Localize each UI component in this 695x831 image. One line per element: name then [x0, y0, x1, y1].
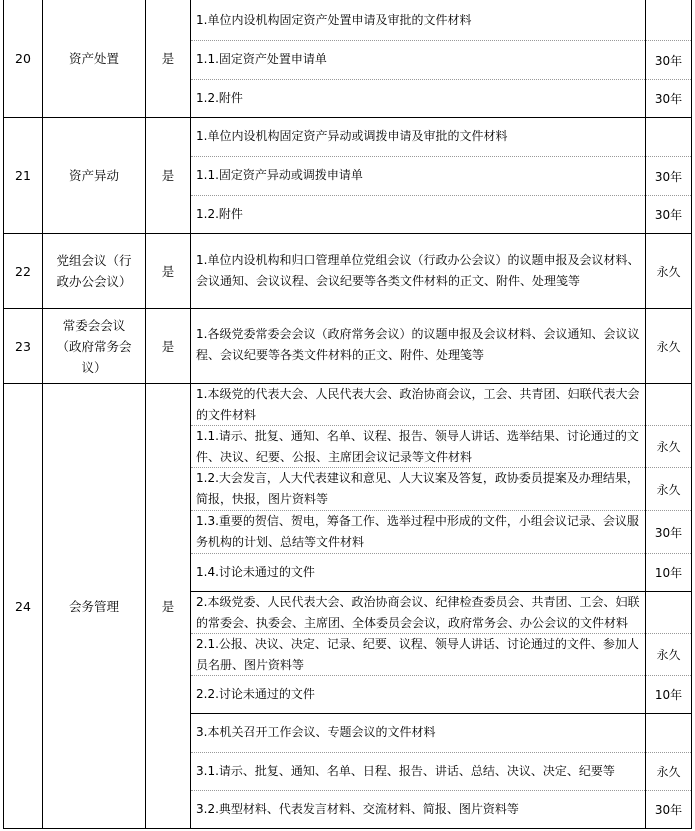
item-divider [191, 790, 645, 791]
category-name: 常委会会议（政府常务会议） [56, 317, 132, 375]
row-number: 22 [15, 263, 31, 279]
category-name: 党组会议（行政办公会议） [56, 253, 132, 289]
item-text: 1.4.讨论未通过的文件 [196, 565, 315, 579]
item-text: 1.3.重要的贺信、贺电，筹备工作、选举过程中形成的文件，小组会议记录、会议服务机构的计划、总结等文件材料 [196, 514, 639, 549]
retention-period: 永久 [656, 648, 681, 662]
item-text: 3.2.典型材料、代表发言材料、交流材料、简报、图片资料等 [196, 802, 519, 816]
item-divider [191, 553, 645, 554]
item-divider [191, 79, 645, 80]
applicable-flag: 是 [161, 338, 175, 354]
item-text: 1.1.请示、批复、通知、名单、议程、报告、领导人讲话、选举结果、讨论通过的文件、决议、纪要、公报、主席团会议记录等文件材料 [196, 429, 639, 464]
retention-period: 永久 [656, 440, 681, 454]
table-border-bottom [3, 828, 692, 829]
item-divider [191, 752, 645, 753]
retention-period: 30年 [654, 525, 683, 540]
item-text: 1.单位内设机构固定资产异动或调拨申请及审批的文件材料 [196, 129, 508, 143]
item-divider [191, 195, 645, 196]
item-text: 1.2.附件 [196, 91, 243, 105]
item-text: 3.1.请示、批复、通知、名单、日程、报告、讲话、总结、决议、决定、纪要等 [196, 764, 615, 778]
row-number: 23 [15, 338, 31, 354]
item-text: 3.本机关召开工作会议、专题会议的文件材料 [196, 725, 436, 739]
retention-period: 10年 [654, 688, 683, 702]
item-text: 2.1.公报、决议、决定、记录、纪要、议程、领导人讲话、讨论通过的文件、参加人员名册、图片资料等 [196, 637, 639, 672]
row-number: 24 [15, 598, 31, 614]
applicable-flag: 是 [161, 598, 175, 614]
item-text: 1.各级党委常委会会议（政府常务会议）的议题申报及会议材料、会议通知、会议议程、会议纪要等各类文件材料的正文、附件、处理笺等 [196, 327, 640, 362]
item-text: 2.2.讨论未通过的文件 [196, 687, 315, 701]
retention-period: 30年 [654, 169, 683, 184]
item-text: 1.单位内设机构和归口管理单位党组会议（行政办公会议）的议题申报及会议材料、会议通知、会议议程、会议纪要等各类文件材料的正文、附件、处理笺等 [196, 253, 640, 288]
applicable-flag: 是 [161, 51, 175, 66]
retention-period: 30年 [654, 208, 683, 222]
retention-period: 永久 [656, 339, 681, 354]
category-name: 资产处置 [68, 51, 119, 66]
row-number: 21 [15, 168, 31, 183]
retention-period: 30年 [654, 803, 683, 817]
applicable-flag: 是 [161, 168, 175, 183]
retention-period: 30年 [654, 92, 683, 106]
column-divider [190, 0, 191, 829]
row-number: 20 [15, 51, 31, 66]
retention-period: 30年 [654, 53, 683, 68]
category-name: 资产异动 [68, 168, 119, 183]
item-text: 1.1.固定资产处置申请单 [196, 52, 327, 66]
applicable-flag: 是 [161, 263, 175, 279]
item-text: 2.本级党委、人民代表大会、政治协商会议、纪律检查委员会、共青团、工会、妇联的常委会、执委会、主席团、全体委员会会议，政府常务会、办公会议的文件材料 [196, 595, 640, 630]
retention-period: 永久 [656, 264, 681, 279]
item-text: 1.本级党的代表大会、人民代表大会、政治协商会议，工会、共青团、妇联代表大会的文件材料 [196, 387, 640, 422]
category-name: 会务管理 [68, 598, 119, 614]
group-divider [190, 713, 692, 714]
item-text: 1.单位内设机构固定资产处置申请及审批的文件材料 [196, 13, 472, 27]
retention-period: 永久 [656, 765, 681, 779]
item-divider [191, 40, 645, 41]
item-divider [191, 156, 645, 157]
item-text: 1.1.固定资产异动或调拨申请单 [196, 168, 363, 182]
retention-period: 10年 [654, 566, 683, 580]
table-border-right [691, 0, 692, 829]
item-text: 1.2.大会发言，人大代表建议和意见、人大议案及答复，政协委员提案及办理结果，简报，快报，图片资料等 [196, 471, 639, 506]
item-text: 1.2.附件 [196, 207, 243, 221]
retention-period: 永久 [656, 482, 681, 497]
